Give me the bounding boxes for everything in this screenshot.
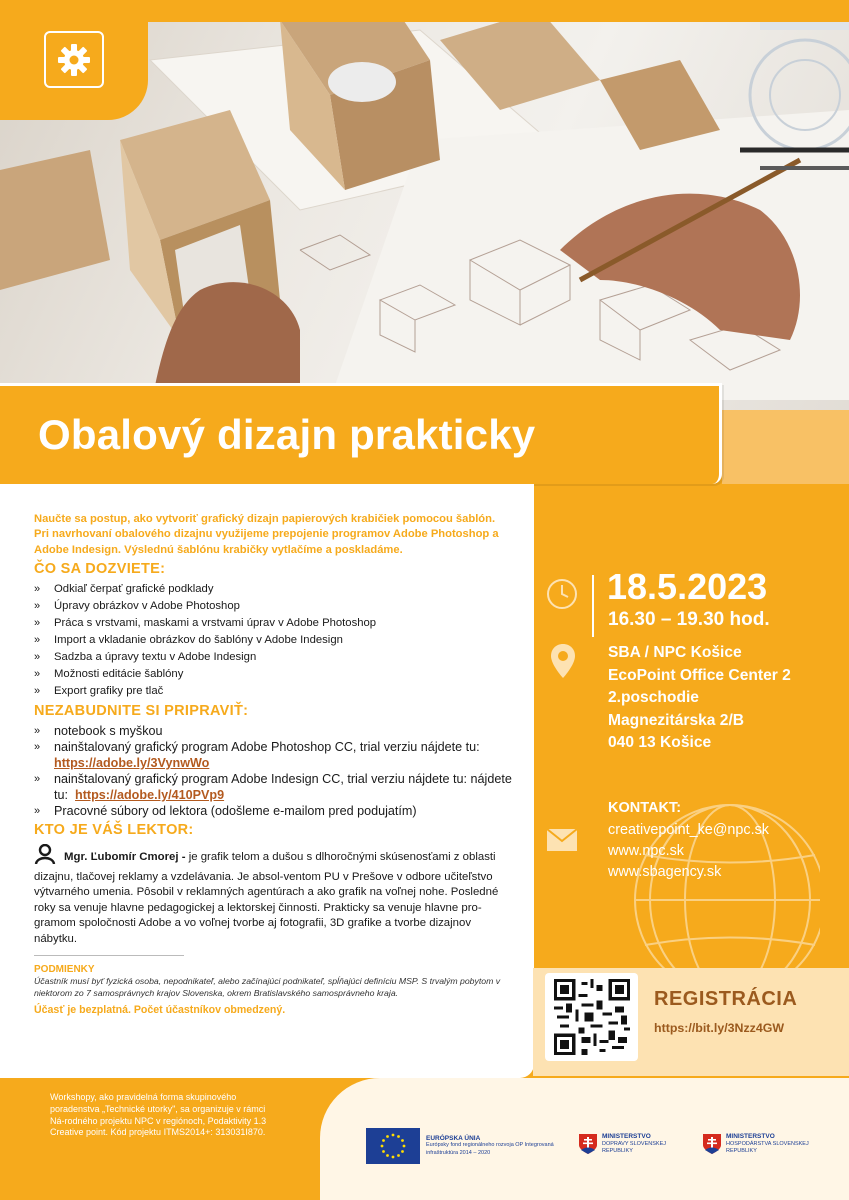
lector-description: je grafik telom a dušou s dlhoročnými skúsenosťami z oblasti dizajnu, tlačovej reklamy a vzdelávania. Je absol-ventom PU v Prešove v odbore učiteľstvo výtvarného umenia. Pôsobil v reklamných agentúrach a ako grafik na voľnej nohe. Posledné roky sa venuje hlavne pedagogickej a lektorskej činnosti. Prakticky sa venuje hlavne pro-gramom spoločnosti Adobe a vo voľnej tvorbe aj fotografii, 3D grafike a tvorbe dizajnov nábytku. — [34, 851, 499, 945]
address-line: EcoPoint Office Center 2 — [608, 666, 791, 684]
ministry-subtitle: HOSPODÁRSTVA SLOVENSKEJ REPUBLIKY — [726, 1140, 809, 1154]
indesign-trial-link[interactable]: https://adobe.ly/410PVp9 — [75, 788, 225, 803]
ministry-subtitle: DOPRAVY SLOVENSKEJ REPUBLIKY — [602, 1140, 666, 1154]
slovak-crest-icon — [702, 1133, 722, 1155]
list-item — [34, 739, 512, 771]
address-line: SBA / NPC Košice — [608, 644, 742, 661]
address-line: Magnezitárska 2/B — [608, 711, 745, 729]
prepare-item-text: nainštalovaný grafický program Adobe Photoshop CC, trial verziu nájdete tu: — [54, 740, 480, 755]
photoshop-trial-link[interactable]: https://adobe.ly/3VynwWo — [54, 756, 210, 771]
event-address — [608, 642, 791, 755]
address-line: 040 13 Košice — [608, 734, 712, 751]
gear-logo — [44, 31, 104, 88]
list-item: » notebook s myškou — [34, 723, 512, 739]
conditions-text: Účastník musí byť fyzická osoba, nepodnikateľ, alebo začínajúci podnikateľ, spĺňajúci definíciu MSP. S trvalým pobytom v niektorom zo 7 samosprávnych krajov Slovenska, okrem Bratislavského samosprávneho kraja. — [34, 976, 501, 999]
contact-info — [608, 820, 769, 883]
participation-note: Účasť je bezplatná. Počet účastníkov obmedzený. — [34, 1004, 286, 1017]
ministry-title: MINISTERSTVO — [726, 1133, 775, 1140]
footer-text: Workshopy, ako pravidelná forma skupinového poradenstva „Technické utorky", sa organizuje v rámci Ná-rodného projektu NPC v regiónoch, Podaktivity 1.3 Creative point. Kód projektu ITMS2014+: 313031I870. — [50, 1092, 267, 1138]
list-item: » Export grafiky pre tlač — [34, 683, 512, 700]
person-icon — [34, 844, 56, 870]
qr-code-icon — [554, 979, 630, 1055]
ministry-transport-logo — [578, 1133, 692, 1156]
header-photo — [0, 0, 849, 410]
lector-bio — [34, 844, 512, 947]
ministry-economy-logo — [702, 1133, 826, 1156]
location-pin-icon — [550, 643, 576, 679]
learn-heading: ČO SA DOZVIETE: — [34, 561, 166, 578]
event-date: 18.5.2023 — [607, 566, 768, 607]
lector-name: Mgr. Ľubomír Cmorej - — [64, 851, 186, 864]
contact-web-sba[interactable]: www.sbagency.sk — [608, 864, 722, 880]
prepare-item-text: nainštalovaný grafický program Adobe Indesign CC, trial verziu nájdete tu: nájdete tu: — [54, 772, 512, 803]
learn-list — [34, 581, 512, 700]
eu-title: EURÓPSKA ÚNIA — [426, 1134, 481, 1142]
prepare-list — [34, 723, 512, 819]
divider — [34, 955, 184, 956]
intro-text: Naučte sa postup, ako vytvoriť grafický dizajn papierových krabičiek pomocou šablón. Pri navrhovaní obalového dizajnu využijeme prepojenie programov Adobe Photoshop a Adobe Indesign. Výslednú šablónu krabičky vytlačíme a poskladáme. — [34, 513, 499, 556]
eu-flag-icon — [366, 1128, 420, 1164]
right-accent-panel — [722, 410, 849, 484]
list-item: » Možnosti editácie šablóny — [34, 666, 512, 683]
gear-icon — [57, 43, 91, 77]
content-panel — [0, 484, 534, 1078]
envelope-icon — [546, 828, 578, 852]
contact-email[interactable]: creativepoint_ke@npc.sk — [608, 822, 769, 838]
lector-heading: KTO JE VÁŠ LEKTOR: — [34, 822, 194, 839]
date-separator — [592, 575, 594, 637]
list-item: » Úpravy obrázkov v Adobe Photoshop — [34, 598, 512, 615]
clock-icon — [546, 578, 578, 610]
list-item: » Import a vkladanie obrázkov do šablóny v Adobe Indesign — [34, 632, 512, 649]
eu-subtitle: Európsky fond regionálneho rozvoja OP Integrovaná infraštruktúra 2014 – 2020 — [426, 1142, 554, 1156]
contact-heading: KONTAKT: — [608, 800, 682, 816]
list-item: » Práca s vrstvami, maskami a vrstvami úprav v Adobe Photoshop — [34, 615, 512, 632]
page-title: Obalový dizajn prakticky — [38, 411, 536, 458]
list-item: » Sadzba a úpravy textu v Adobe Indesign — [34, 649, 512, 666]
qr-code[interactable] — [545, 973, 638, 1061]
list-item: » Pracovné súbory od lektora (odošleme e-mailom pred podujatím) — [34, 803, 512, 819]
eu-logo — [366, 1128, 566, 1164]
address-line: 2.poschodie — [608, 689, 699, 706]
contact-web-npc[interactable]: www.npc.sk — [608, 843, 684, 859]
title-bar — [0, 383, 722, 484]
conditions-heading: PODMIENKY — [34, 964, 95, 976]
prepare-heading: NEZABUDNITE SI PRIPRAVIŤ: — [34, 703, 249, 720]
list-item — [34, 771, 512, 803]
registration-title: REGISTRÁCIA — [654, 988, 798, 1010]
registration-link[interactable]: https://bit.ly/3Nzz4GW — [654, 1021, 785, 1035]
list-item: » Odkiaľ čerpať grafické podklady — [34, 581, 512, 598]
slovak-crest-icon — [578, 1133, 598, 1155]
event-time: 16.30 – 19.30 hod. — [608, 609, 770, 630]
ministry-title: MINISTERSTVO — [602, 1133, 651, 1140]
